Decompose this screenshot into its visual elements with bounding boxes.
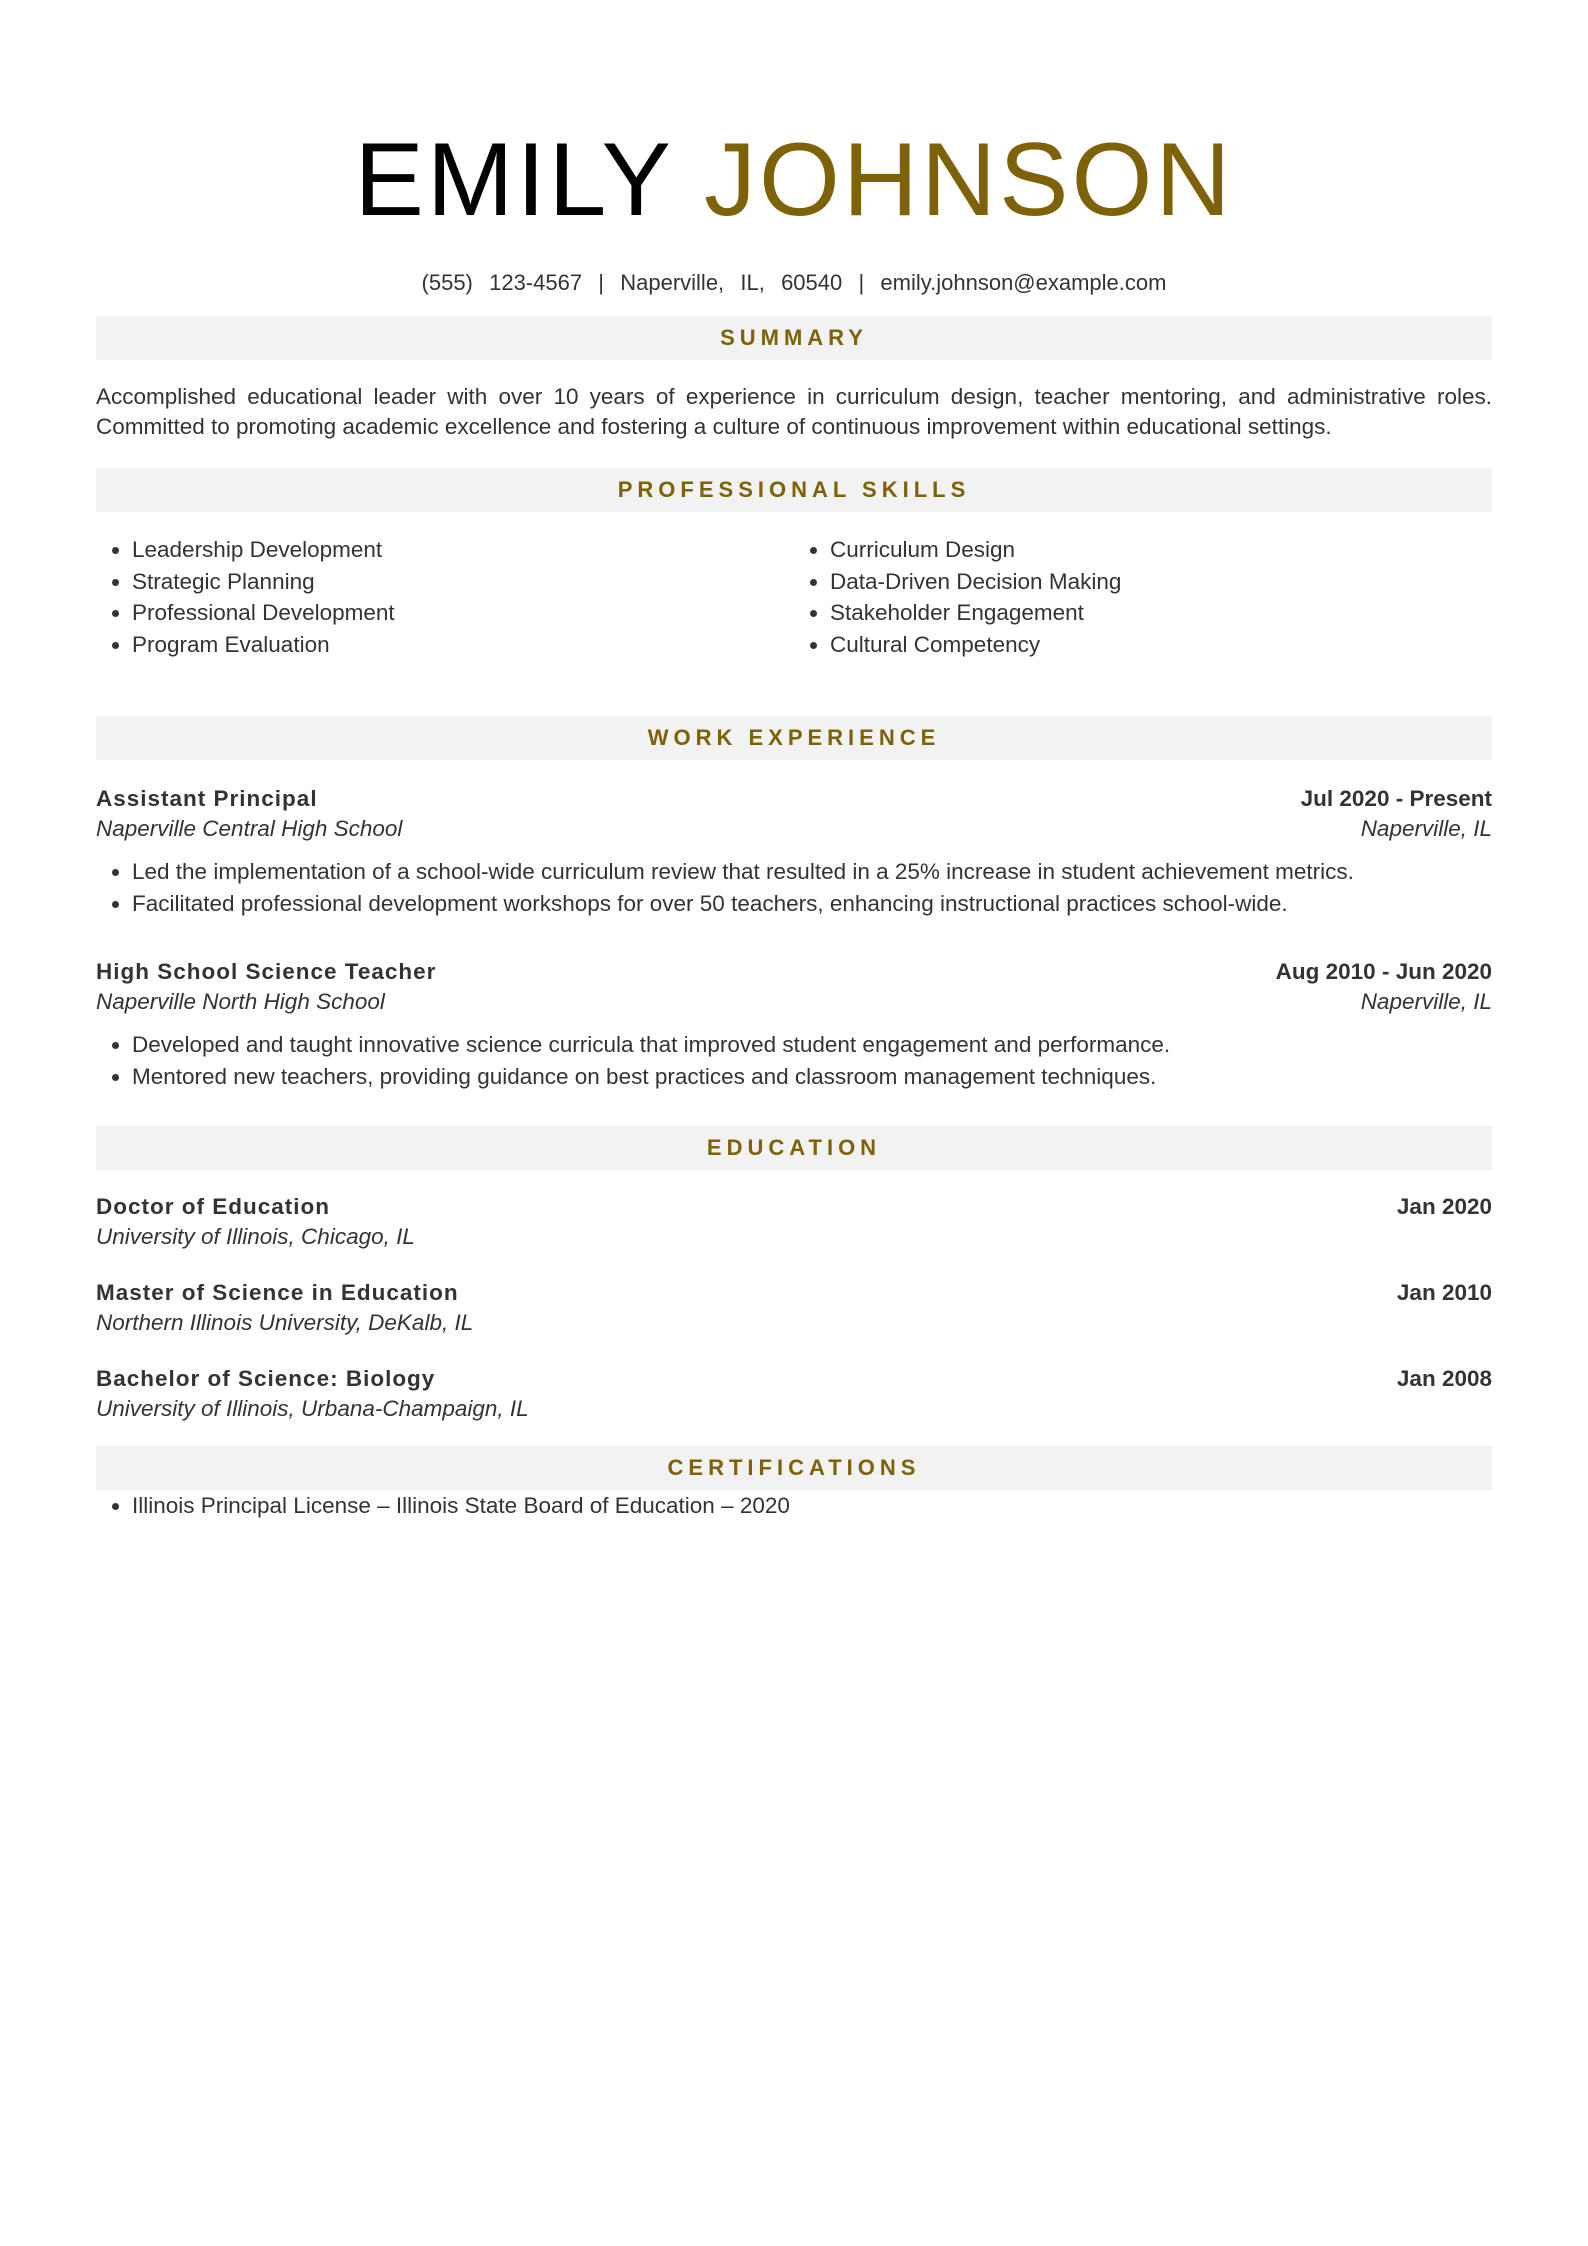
degree-date: Jan 2020 — [1396, 1194, 1492, 1219]
degree-title: Master of Science in Education — [96, 1280, 459, 1305]
skill-item: • Curriculum Design — [830, 534, 1492, 566]
contact-line: (555) 123-4567 | Naperville, IL, 60540 | emily.johnson@example.com — [421, 270, 1167, 295]
certifications-heading: CERTIFICATIONS — [96, 1446, 1492, 1490]
job-location: Naperville, IL — [1360, 816, 1492, 841]
job-bullet: • Developed and taught innovative science curricula that improved student engagement and performance. — [132, 1029, 1492, 1061]
education-entry — [96, 1192, 1492, 1252]
education-heading: EDUCATION — [96, 1126, 1492, 1170]
skill-item: • Stakeholder Engagement — [830, 597, 1492, 629]
skill-item: • Cultural Competency — [830, 629, 1492, 661]
job-bullets — [96, 1029, 1492, 1092]
job-employer: Naperville North High School — [96, 989, 385, 1014]
experience-heading: WORK EXPERIENCE — [96, 716, 1492, 760]
job-dates: Jul 2020 - Present — [1300, 786, 1492, 811]
candidate-name — [96, 120, 1492, 240]
job-entry — [96, 784, 1492, 919]
last-name: JOHNSON — [703, 122, 1234, 238]
degree-title: Bachelor of Science: Biology — [96, 1366, 436, 1391]
skill-item: • Strategic Planning — [132, 566, 794, 598]
degree-title: Doctor of Education — [96, 1194, 330, 1219]
certification-item: • Illinois Principal License – Illinois State Board of Education – 2020 — [132, 1490, 1492, 1522]
job-title: Assistant Principal — [96, 786, 318, 811]
skill-item: • Program Evaluation — [132, 629, 794, 661]
school-name: Northern Illinois University, DeKalb, IL — [96, 1310, 474, 1335]
skills-column-right — [794, 534, 1492, 660]
skill-item: • Professional Development — [132, 597, 794, 629]
job-employer: Naperville Central High School — [96, 816, 403, 841]
degree-date: Jan 2008 — [1396, 1366, 1492, 1391]
skills-column-left — [96, 534, 794, 660]
job-bullets — [96, 856, 1492, 919]
skill-item: • Data-Driven Decision Making — [830, 566, 1492, 598]
job-dates: Aug 2010 - Jun 2020 — [1275, 959, 1492, 984]
job-location: Naperville, IL — [1360, 989, 1492, 1014]
job-bullet: • Mentored new teachers, providing guidance on best practices and classroom management techniques. — [132, 1061, 1492, 1093]
skill-item: • Leadership Development — [132, 534, 794, 566]
job-title: High School Science Teacher — [96, 959, 437, 984]
school-name: University of Illinois, Urbana-Champaign, IL — [96, 1396, 529, 1421]
job-entry — [96, 957, 1492, 1092]
job-bullet: • Facilitated professional development workshops for over 50 teachers, enhancing instructional practices school-wide. — [132, 888, 1492, 920]
skills-list — [96, 534, 1492, 660]
education-entry — [96, 1278, 1492, 1338]
skills-heading: PROFESSIONAL SKILLS — [96, 468, 1492, 512]
school-name: University of Illinois, Chicago, IL — [96, 1224, 415, 1249]
summary-heading: SUMMARY — [96, 316, 1492, 360]
summary-text: Accomplished educational leader with over 10 years of experience in curriculum design, teacher mentoring, and administrative roles. Committed to promoting academic excellence and fostering a culture of continuous improvement within educational settings. — [96, 384, 1492, 439]
resume-page — [96, 0, 1492, 1522]
first-name: EMILY — [354, 122, 673, 238]
education-entry — [96, 1364, 1492, 1424]
job-bullet: • Led the implementation of a school-wide curriculum review that resulted in a 25% increase in student achievement metrics. — [132, 856, 1492, 888]
degree-date: Jan 2010 — [1396, 1280, 1492, 1305]
certifications-list — [96, 1490, 1492, 1522]
